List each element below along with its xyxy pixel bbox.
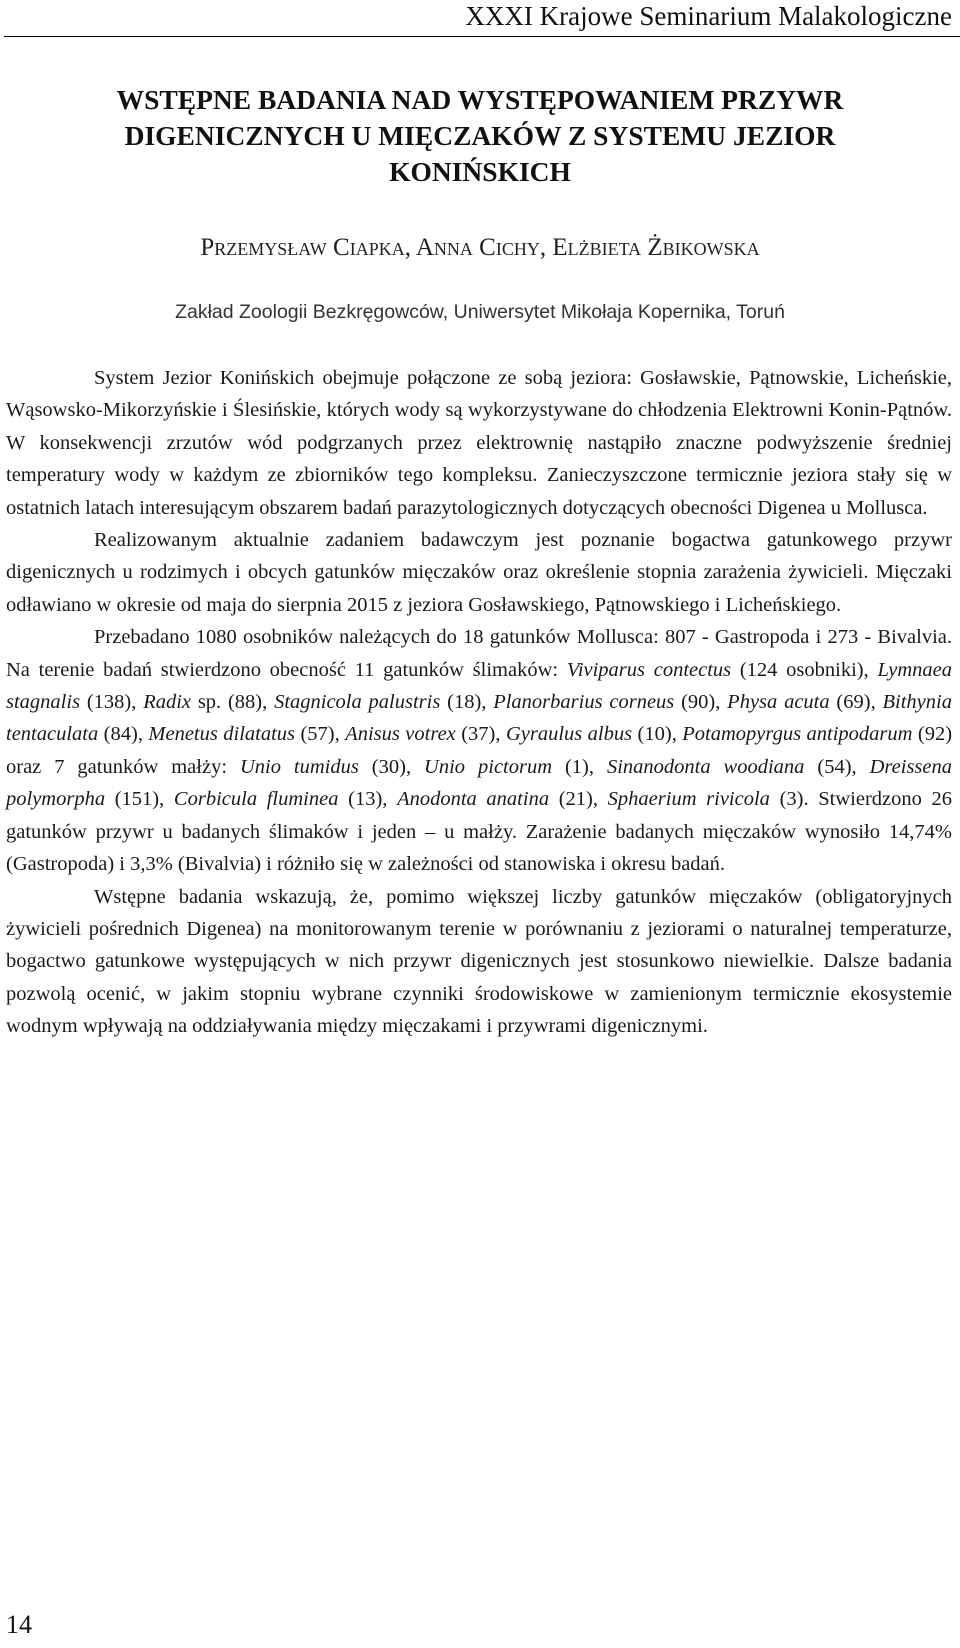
species-name: Unio pictorum	[424, 755, 553, 778]
species-name: Stagnicola palustris	[274, 691, 441, 714]
species-name: Physa acuta	[727, 691, 830, 714]
species-name: Bithynia tentaculata	[6, 691, 952, 746]
body-paragraph	[6, 621, 952, 880]
text-run: Przebadano 1080 osobników należących do 18 gatunków Mollusca: 807 - Gastropoda i 273 - Bivalvia. Na terenie badań stwierdzono obecność 11 gatunków ślimaków:	[6, 626, 952, 681]
article-title	[0, 82, 960, 190]
text-run: (18),	[440, 691, 494, 714]
text-run: Realizowanym aktualnie zadaniem badawczym jest poznanie bogactwa gatunkowego przywr digenicznych u rodzimych i obcych gatunków mięczaków oraz określenie stopnia zarażenia żywicieli. Mięczaki odławiano w okresie od maja do sierpnia 2015 z jeziora Gosławskiego, Pątnowskiego i Licheńskiego.	[6, 529, 952, 616]
species-name: Planorbarius corneus	[493, 691, 675, 714]
species-name: Sinanodonta woodiana	[606, 755, 805, 778]
text-run: (3). Stwierdzono 26 gatunków przywr u badanych ślimaków i jeden – u małży. Zarażenie badanych mięczaków wynosiło 14,74% (Gastropoda) i 3,3% (Bivalvia) i różniło się w zależności od stanowiska i okresu badań.	[6, 788, 953, 876]
affiliation: Zakład Zoologii Bezkręgowców, Uniwersytet Mikołaja Kopernika, Toruń	[175, 301, 785, 323]
text-run: (57),	[295, 723, 346, 746]
species-name: Sphaerium rivicola	[607, 788, 770, 811]
text-run: (13),	[338, 788, 398, 811]
body-paragraph	[6, 881, 952, 1043]
species-name: Corbicula fluminea	[173, 788, 339, 811]
text-run: Wstępne badania wskazują, że, pomimo większej liczby gatunków mięczaków (obligatoryjnych żywicieli pośrednich Digenea) na monitorowanym terenie w porównaniu z jeziorami o naturalnej temperaturze, bogactwo gatunkowe występujących w nich przywr digenicznych jest stosunkowo niewielkie. Dalsze badania pozwolą ocenić, w jakim stopniu wybrane czynniki środowiskowe w zamienionym termicznie ekosystemie wodnym wpływają na oddziaływania między mięczakami i przywrami digenicznymi.	[6, 885, 952, 1038]
text-run: (69),	[829, 691, 883, 714]
text-run: (92) oraz 7 gatunków małży:	[6, 723, 953, 778]
species-name: Radix	[143, 691, 192, 714]
title-line: WSTĘPNE BADANIA NAD WYSTĘPOWANIEM PRZYWR	[116, 84, 844, 115]
text-run: (138),	[80, 691, 144, 714]
header-rule	[4, 36, 960, 37]
text-run: (151),	[105, 788, 174, 811]
text-run: (10),	[632, 723, 683, 746]
species-name: Anisus votrex	[345, 723, 456, 746]
running-header: XXXI Krajowe Seminarium Malakologiczne	[465, 1, 952, 31]
species-name: Dreissena polymorpha	[6, 755, 952, 811]
species-name: Lymnaea stagnalis	[6, 658, 952, 714]
text-run: (21),	[549, 788, 608, 811]
text-run: (84),	[98, 723, 149, 746]
species-name: Menetus dilatatus	[148, 723, 296, 746]
text-run: (37),	[455, 723, 506, 746]
species-name: Viviparus contectus	[566, 658, 732, 681]
author-list: Przemysław Ciapka, Anna Cichy, Elżbieta Żbikowska	[200, 234, 760, 261]
body-paragraph	[6, 524, 952, 621]
title-line: KONIŃSKICH	[389, 156, 571, 187]
text-run: (90),	[674, 691, 728, 714]
species-name: Anodonta anatina	[397, 788, 550, 811]
species-name: Unio tumidus	[239, 755, 359, 778]
text-run: (54),	[804, 755, 870, 778]
species-name: Potamopyrgus antipodarum	[682, 723, 913, 746]
text-run: (1),	[552, 755, 607, 778]
text-run: System Jezior Konińskich obejmuje połączone ze sobą jeziora: Gosławskie, Pątnowskie, Licheńskie, Wąsowsko-Mikorzyńskie i Ślesińskie, których wody są wykorzystywane do chłodzenia Elektrowni Konin-Pątnów. W konsekwencji zrzutów wód podgrzanych przez elektrownię nastąpiło znaczne podwyższenie średniej temperatury wody w każdym ze zbiorników tego kompleksu. Zanieczyszczone termicznie jeziora stały się w ostatnich latach interesującym obszarem badań parazytologicznych dotyczących obecności Digenea u Mollusca.	[6, 367, 952, 519]
page-number: 14	[6, 1610, 32, 1639]
species-name: Gyraulus albus	[505, 723, 633, 746]
text-run: (30),	[358, 755, 425, 778]
text-run: (124 osobniki),	[731, 658, 878, 681]
title-line: DIGENICZNYCH U MIĘCZAKÓW Z SYSTEMU JEZIOR	[124, 120, 836, 151]
body-paragraph	[6, 362, 952, 524]
text-run: sp. (88),	[191, 691, 275, 714]
abstract-body	[6, 362, 952, 1043]
